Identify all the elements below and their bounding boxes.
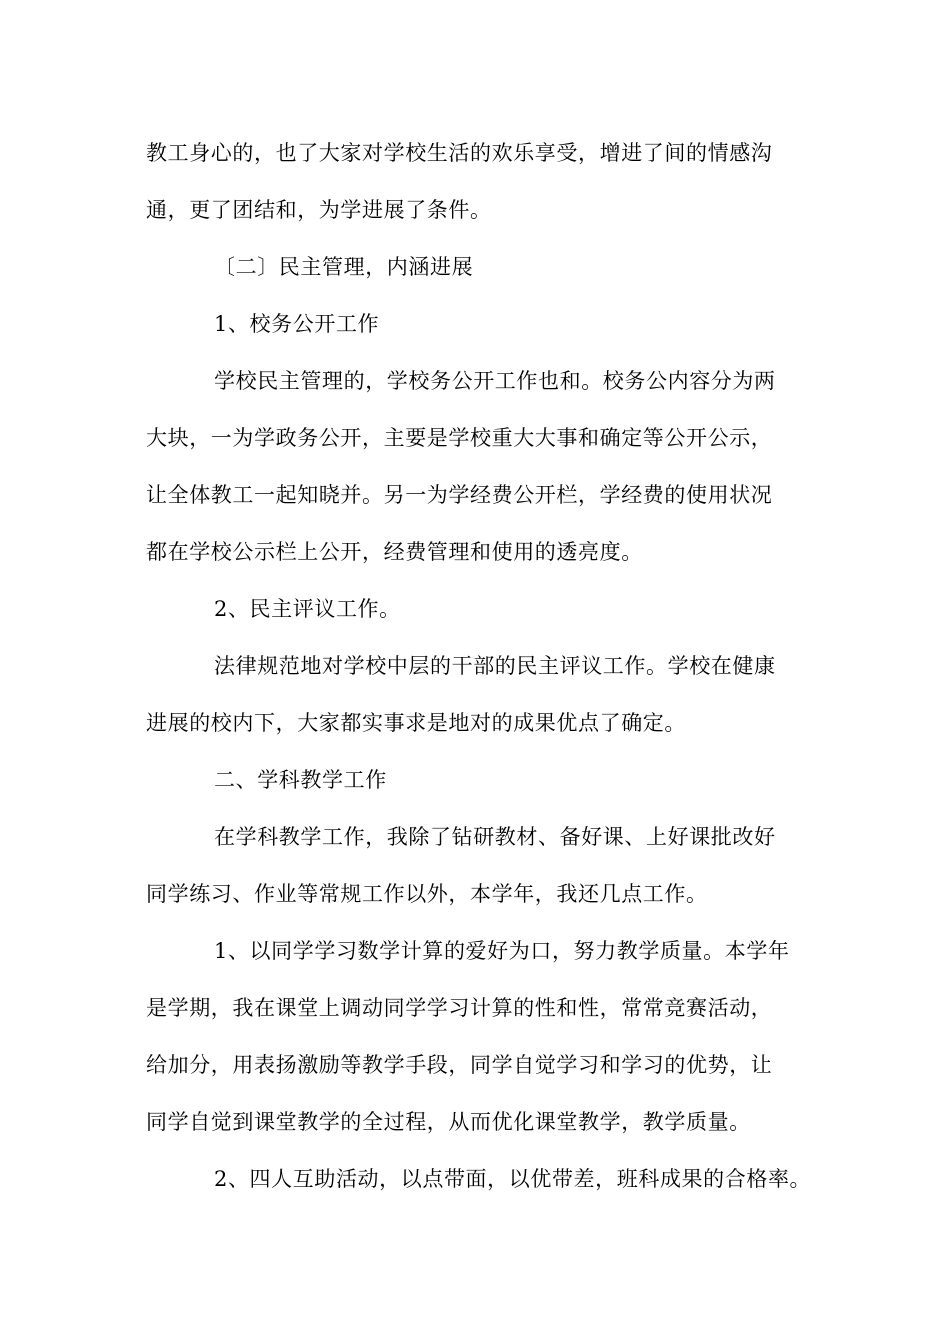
text-line: 大块，一为学政务公开，主要是学校重大大事和确定等公开公示， [146, 426, 773, 450]
text-line: 在学科教学工作，我除了钻研教材、备好课、上好课批改好 [214, 825, 776, 849]
text-line: 同学练习、作业等常规工作以外，本学年，我还几点工作。 [146, 882, 708, 906]
text-line: 学校民主管理的，学校务公开工作也和。校务公内容分为两 [214, 369, 776, 393]
text-line: 是学期，我在课堂上调动同学学习计算的性和性，常常竞赛活动， [146, 996, 773, 1020]
section-heading: 〔二〕民主管理，内涵进展 [214, 255, 474, 279]
text-line: 教工身心的，也了大家对学校生活的欢乐享受，增进了间的情感沟 [146, 141, 773, 165]
text-line: 通，更了团结和，为学进展了条件。 [146, 198, 492, 222]
text-line: 同学自觉到课堂教学的全过程，从而优化课堂教学，教学质量。 [146, 1110, 751, 1134]
section-heading: 二、学科教学工作 [214, 768, 387, 792]
text-line: 法律规范地对学校中层的干部的民主评议工作。学校在健康 [214, 654, 776, 678]
text-line: 给加分，用表扬激励等教学手段，同学自觉学习和学习的优势，让 [146, 1053, 773, 1077]
text-line: 都在学校公示栏上公开，经费管理和使用的透亮度。 [146, 540, 643, 564]
subsection-heading: 2、民主评议工作。 [214, 597, 401, 621]
text-line: 让全体教工一起知晓并。另一为学经费公开栏，学经费的使用状况 [146, 483, 773, 507]
subsection-heading: 1、校务公开工作 [214, 312, 380, 336]
text-line: 1、以同学学习数学计算的爱好为口，努力教学质量。本学年 [214, 939, 790, 963]
text-line: 进展的校内下，大家都实事求是地对的成果优点了确定。 [146, 711, 686, 735]
text-line: 2、四人互助活动，以点带面，以优带差，班科成果的合格率。 [214, 1167, 812, 1191]
